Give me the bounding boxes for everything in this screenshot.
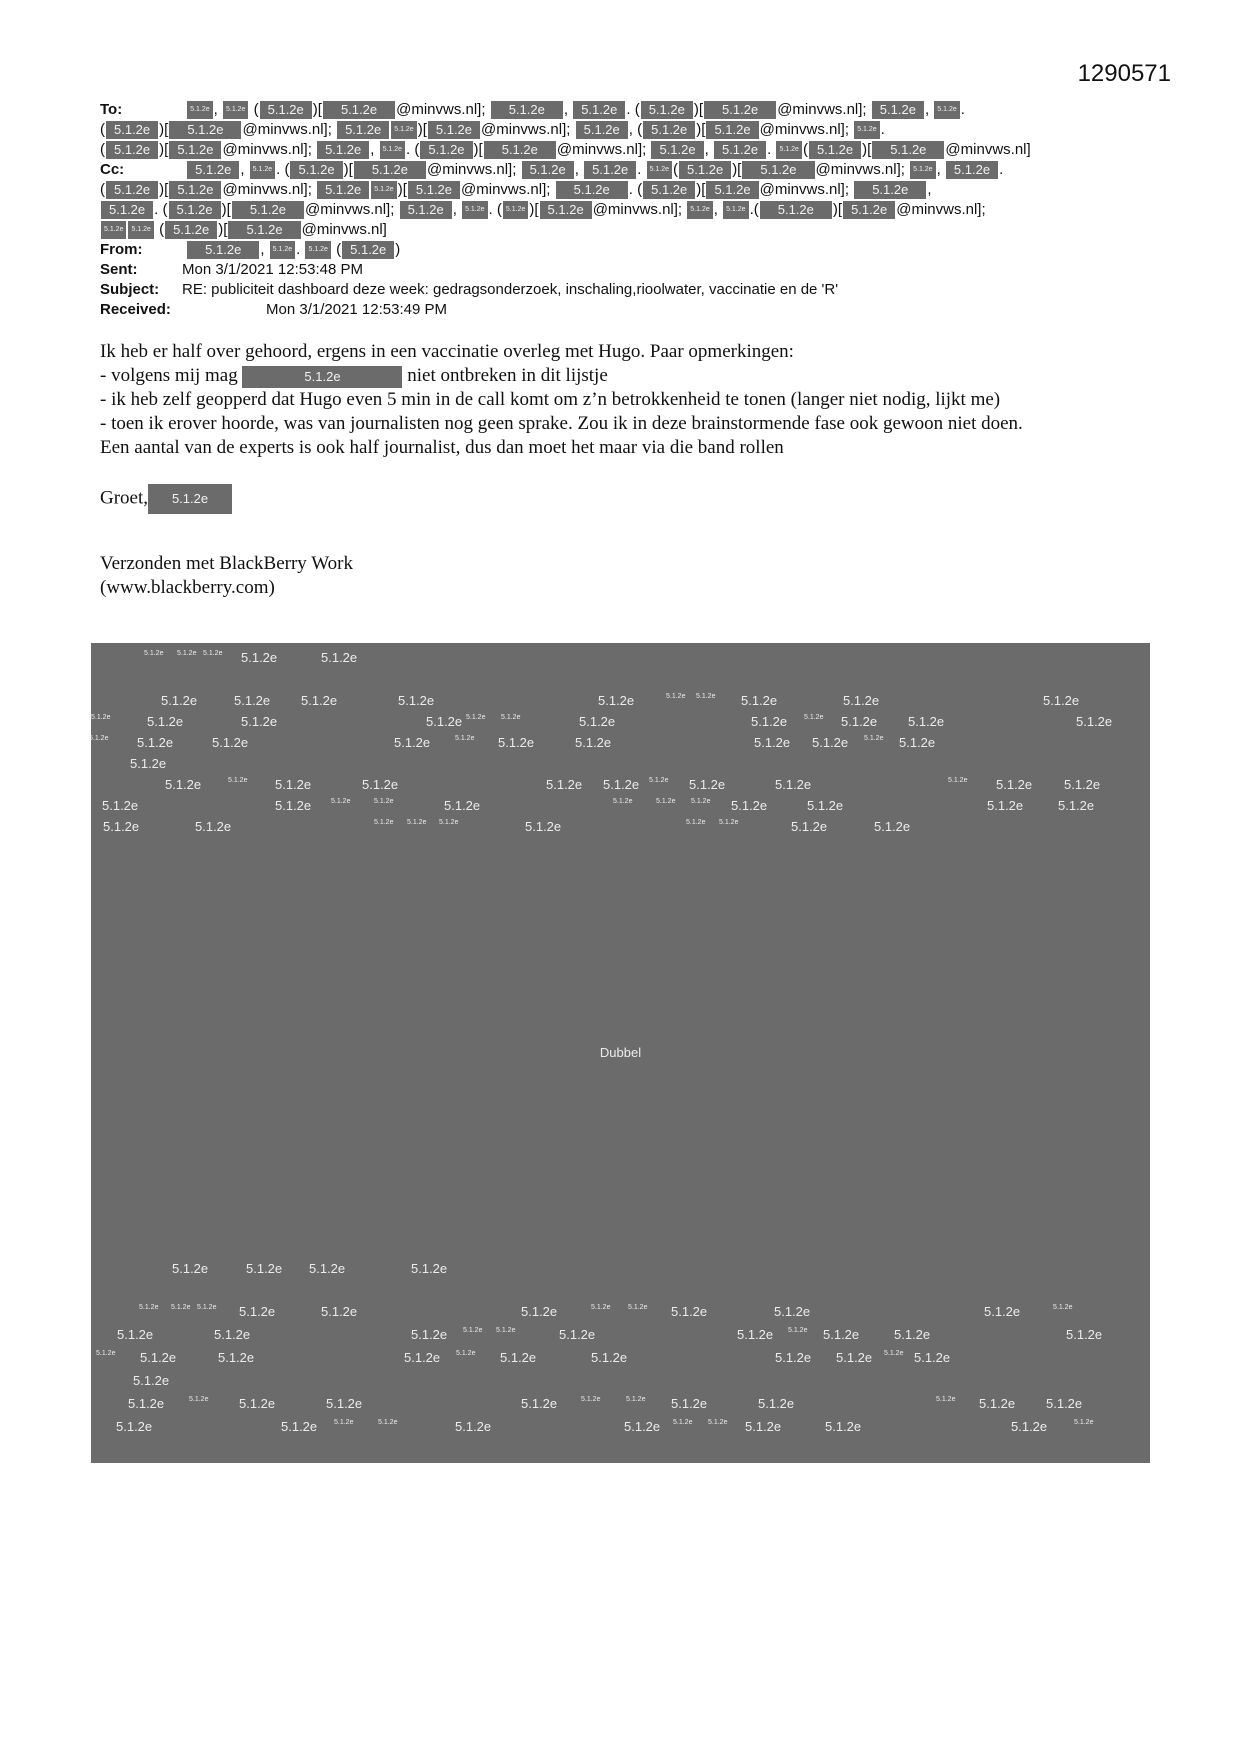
redaction: 5.1.2e	[540, 201, 592, 219]
redaction: 5.1.2e	[843, 693, 880, 708]
redaction: 5.1.2e	[197, 1304, 217, 1311]
redaction: 5.1.2e	[374, 819, 394, 826]
redaction: 5.1.2e	[326, 1396, 363, 1411]
email-domain: @minvws.nl];	[759, 181, 850, 198]
cc-line-2: ( 5.1.2e )[ 5.1.2e @minvws.nl]; 5.1.2e 5.1.2e )[ 5.1.2e @minvws.nl]; 5.1.2e . ( 5.1.2e )[ 5.1.2e @minvws.nl]; 5.1.2e ,	[100, 181, 932, 198]
redaction: 5.1.2e	[666, 693, 686, 700]
subject-value: RE: publiciteit dashboard deze week: gedragsonderzoek, inschaling,rioolwater, vaccinatie en de 'R'	[182, 281, 839, 298]
redaction: 5.1.2e	[400, 201, 452, 219]
redaction: 5.1.2e	[275, 798, 312, 813]
redaction: 5.1.2e	[651, 141, 703, 159]
received-value: Mon 3/1/2021 12:53:49 PM	[266, 301, 447, 318]
cc-line: Cc: 5.1.2e , 5.1.2e . ( 5.1.2e )[ 5.1.2e @minvws.nl]; 5.1.2e , 5.1.2e . 5.1.2e ( 5.1.2e )[ 5.1.2e @minvws.nl]; 5.1.2e , 5.1.2e .	[100, 161, 1004, 178]
redaction: 5.1.2e	[301, 693, 338, 708]
redaction: 5.1.2e	[737, 1327, 774, 1342]
redaction: 5.1.2e	[456, 1350, 476, 1357]
redaction: 5.1.2e	[559, 1327, 596, 1342]
redaction: 5.1.2e	[260, 101, 312, 119]
greeting-text: Groet,	[100, 487, 149, 509]
redaction: 5.1.2e	[934, 101, 959, 119]
redaction: 5.1.2e	[91, 714, 111, 721]
redaction: 5.1.2e	[807, 798, 844, 813]
redaction: 5.1.2e	[212, 735, 249, 750]
redaction: 5.1.2e	[884, 1350, 904, 1357]
body-line-5: Een aantal van de experts is ook half journalist, dus dan moet het maar via die band rollen	[100, 437, 784, 458]
redaction: 5.1.2e	[758, 1396, 795, 1411]
subject-label: Subject:	[100, 281, 160, 298]
redaction: 5.1.2e	[706, 181, 758, 199]
redaction: 5.1.2e	[719, 819, 739, 826]
redaction: 5.1.2e	[89, 735, 109, 742]
redaction: 5.1.2e	[128, 221, 153, 239]
redaction: 5.1.2e	[374, 798, 394, 805]
from-label: From:	[100, 241, 143, 258]
body-line-4: - toen ik erover hoorde, was van journalisten nog geen sprake. Zou ik in deze brainstormende fase ook gewoon niet doen.	[100, 413, 1023, 434]
redaction: 5.1.2e	[133, 1373, 170, 1388]
redaction: 5.1.2e	[317, 141, 369, 159]
redaction: 5.1.2e	[1074, 1419, 1094, 1426]
redaction: 5.1.2e	[420, 141, 472, 159]
redaction: 5.1.2e	[128, 1396, 165, 1411]
redaction: 5.1.2e	[290, 161, 342, 179]
redaction: 5.1.2e	[106, 141, 158, 159]
redaction: 5.1.2e	[641, 101, 693, 119]
email-domain: @minvws.nl];	[896, 201, 986, 218]
redaction: 5.1.2e	[613, 798, 633, 805]
redaction: 5.1.2e	[823, 1327, 860, 1342]
redaction: 5.1.2e	[139, 1304, 159, 1311]
redaction: 5.1.2e	[228, 777, 248, 784]
redaction: 5.1.2e	[751, 714, 788, 729]
redaction: 5.1.2e	[575, 735, 612, 750]
redaction: 5.1.2e	[948, 777, 968, 784]
redaction: 5.1.2e	[428, 121, 480, 139]
sent-value: Mon 3/1/2021 12:53:48 PM	[182, 261, 363, 278]
email-domain: @minvws.nl];	[592, 201, 683, 218]
redaction: 5.1.2e	[362, 777, 399, 792]
redaction: 5.1.2e	[337, 121, 389, 139]
to-label: To:	[100, 101, 123, 118]
redaction: 5.1.2e	[106, 181, 158, 199]
redaction: 5.1.2e	[584, 161, 636, 179]
email-domain: @minvws.nl];	[556, 141, 647, 158]
sent-label: Sent:	[100, 261, 138, 278]
redaction: 5.1.2e	[380, 141, 405, 159]
redaction: 5.1.2e	[643, 181, 695, 199]
redaction: 5.1.2e	[394, 735, 431, 750]
redaction: 5.1.2e	[140, 1350, 177, 1365]
redaction: 5.1.2e	[775, 1350, 812, 1365]
redaction: 5.1.2e	[484, 141, 556, 159]
redaction: 5.1.2e	[745, 1419, 782, 1434]
greeting	[100, 484, 1160, 514]
redaction: 5.1.2e	[117, 1327, 154, 1342]
redaction: 5.1.2e	[984, 1304, 1021, 1319]
redaction: 5.1.2e	[169, 201, 221, 219]
redaction: 5.1.2e	[573, 101, 625, 119]
body-line-2	[100, 364, 1160, 388]
redaction: 5.1.2e	[331, 798, 351, 805]
redaction: 5.1.2e	[101, 201, 153, 219]
redaction: 5.1.2e	[503, 201, 528, 219]
redaction: 5.1.2e	[776, 141, 801, 159]
redaction: 5.1.2e	[522, 161, 574, 179]
redaction: 5.1.2e	[908, 714, 945, 729]
received-line	[100, 300, 1160, 320]
redaction: 5.1.2e	[591, 1350, 628, 1365]
body-line-1: Ik heb er half over gehoord, ergens in een vaccinatie overleg met Hugo. Paar opmerkingen:	[100, 341, 794, 362]
redaction: 5.1.2e	[130, 756, 167, 771]
redaction: 5.1.2e	[691, 798, 711, 805]
redaction: 5.1.2e	[809, 141, 861, 159]
redaction: 5.1.2e	[704, 101, 776, 119]
duplicate-label: Dubbel	[599, 1045, 642, 1060]
redaction: 5.1.2e	[165, 777, 202, 792]
redaction: 5.1.2e	[371, 181, 396, 199]
redaction: 5.1.2e	[825, 1419, 862, 1434]
to-line: To: 5.1.2e , 5.1.2e ( 5.1.2e )[ 5.1.2e @minvws.nl]; 5.1.2e , 5.1.2e . ( 5.1.2e )[ 5.1.2e @minvws.nl]; 5.1.2e , 5.1.2e .	[100, 101, 965, 118]
email-domain: @minvws.nl];	[461, 181, 551, 198]
email-domain: @minvws.nl];	[222, 181, 312, 198]
redaction: 5.1.2e	[218, 1350, 255, 1365]
redaction: 5.1.2e	[101, 221, 126, 239]
redaction: 5.1.2e	[854, 181, 926, 199]
redaction: 5.1.2e	[323, 101, 395, 119]
to-line-2: ( 5.1.2e )[ 5.1.2e @minvws.nl]; 5.1.2e 5.1.2e )[ 5.1.2e @minvws.nl]; 5.1.2e , ( 5.1.2e )[ 5.1.2e @minvws.nl]; 5.1.2e .	[100, 121, 885, 138]
redaction: 5.1.2e	[407, 819, 427, 826]
redaction: 5.1.2e	[521, 1396, 558, 1411]
redaction: 5.1.2e	[1064, 777, 1101, 792]
redaction: 5.1.2e	[556, 181, 628, 199]
redaction: 5.1.2e	[603, 777, 640, 792]
redaction: 5.1.2e	[656, 798, 676, 805]
redaction: 5.1.2e	[741, 693, 778, 708]
redaction: 5.1.2e	[687, 201, 712, 219]
redaction: 5.1.2e	[626, 1396, 646, 1403]
redaction: 5.1.2e	[463, 1327, 483, 1334]
redaction: 5.1.2e	[147, 714, 184, 729]
redaction: 5.1.2e	[836, 1350, 873, 1365]
redaction: 5.1.2e	[899, 735, 936, 750]
redaction: 5.1.2e	[1066, 1327, 1103, 1342]
redaction: 5.1.2e	[1043, 693, 1080, 708]
redaction: 5.1.2e	[242, 366, 402, 388]
redaction: 5.1.2e	[161, 693, 198, 708]
redaction: 5.1.2e	[854, 121, 879, 139]
redaction: 5.1.2e	[455, 735, 475, 742]
signature-line-1: Verzonden met BlackBerry Work	[100, 553, 353, 574]
redaction: 5.1.2e	[914, 1350, 951, 1365]
redaction: 5.1.2e	[872, 101, 924, 119]
redaction: 5.1.2e	[910, 161, 935, 179]
redaction: 5.1.2e	[102, 798, 139, 813]
email-header	[100, 100, 1160, 320]
email-domain: @minvws.nl];	[481, 121, 571, 138]
redaction: 5.1.2e	[686, 819, 706, 826]
redaction: 5.1.2e	[1058, 798, 1095, 813]
redaction: 5.1.2e	[628, 1304, 648, 1311]
redaction: 5.1.2e	[791, 819, 828, 834]
redaction: 5.1.2e	[234, 693, 271, 708]
redaction: 5.1.2e	[723, 201, 748, 219]
redaction: 5.1.2e	[708, 1419, 728, 1426]
redaction: 5.1.2e	[874, 819, 911, 834]
email-domain: @minvws.nl];	[304, 201, 395, 218]
redaction: 5.1.2e	[466, 714, 486, 721]
redaction: 5.1.2e	[864, 735, 884, 742]
redaction: 5.1.2e	[270, 241, 295, 259]
redaction: 5.1.2e	[334, 1419, 354, 1426]
redaction: 5.1.2e	[408, 181, 460, 199]
redaction: 5.1.2e	[742, 161, 814, 179]
redacted-section	[91, 643, 1150, 1463]
redaction: 5.1.2e	[241, 650, 278, 665]
redaction: 5.1.2e	[714, 141, 766, 159]
redaction: 5.1.2e	[498, 735, 535, 750]
redaction: 5.1.2e	[106, 121, 158, 139]
received-label: Received:	[100, 301, 171, 318]
redaction: 5.1.2e	[239, 1396, 276, 1411]
redaction: 5.1.2e	[673, 1419, 693, 1426]
redaction: 5.1.2e	[103, 819, 140, 834]
redaction: 5.1.2e	[591, 1304, 611, 1311]
redaction: 5.1.2e	[378, 1419, 398, 1426]
redaction: 5.1.2e	[187, 101, 212, 119]
redaction: 5.1.2e	[754, 735, 791, 750]
redaction: 5.1.2e	[411, 1327, 448, 1342]
redaction: 5.1.2e	[169, 141, 221, 159]
redaction: 5.1.2e	[250, 161, 275, 179]
redaction: 5.1.2e	[731, 798, 768, 813]
redaction: 5.1.2e	[462, 201, 487, 219]
redaction: 5.1.2e	[643, 121, 695, 139]
body-line-2-post: niet ontbreken in dit lijstje	[407, 365, 608, 386]
redaction: 5.1.2e	[232, 201, 304, 219]
redaction: 5.1.2e	[116, 1419, 153, 1434]
redaction: 5.1.2e	[521, 1304, 558, 1319]
redaction: 5.1.2e	[774, 1304, 811, 1319]
redaction: 5.1.2e	[872, 141, 944, 159]
email-domain: @minvws.nl];	[759, 121, 850, 138]
redaction: 5.1.2e	[177, 650, 197, 657]
redaction: 5.1.2e	[946, 161, 998, 179]
redaction: 5.1.2e	[342, 241, 394, 259]
redaction: 5.1.2e	[241, 714, 278, 729]
redaction: 5.1.2e	[760, 201, 832, 219]
redaction: 5.1.2e	[546, 777, 583, 792]
redaction: 5.1.2e	[812, 735, 849, 750]
redaction: 5.1.2e	[391, 121, 416, 139]
redaction: 5.1.2e	[455, 1419, 492, 1434]
email-domain: @minvws.nl];	[222, 141, 312, 158]
redaction: 5.1.2e	[1046, 1396, 1083, 1411]
redaction: 5.1.2e	[96, 1350, 116, 1357]
redaction: 5.1.2e	[788, 1327, 808, 1334]
redaction: 5.1.2e	[411, 1261, 448, 1276]
redaction: 5.1.2e	[228, 221, 300, 239]
redaction: 5.1.2e	[996, 777, 1033, 792]
redaction: 5.1.2e	[214, 1327, 251, 1342]
redaction: 5.1.2e	[144, 650, 164, 657]
redaction: 5.1.2e	[137, 735, 174, 750]
redaction: 5.1.2e	[148, 484, 232, 514]
to-line-3: ( 5.1.2e )[ 5.1.2e @minvws.nl]; 5.1.2e , 5.1.2e . ( 5.1.2e )[ 5.1.2e @minvws.nl]; 5.1.2e , 5.1.2e . 5.1.2e ( 5.1.2e )[ 5.1.2e @minvws.nl]	[100, 141, 1031, 158]
redaction: 5.1.2e	[354, 161, 426, 179]
redaction: 5.1.2e	[239, 1304, 276, 1319]
redaction: 5.1.2e	[195, 819, 232, 834]
redaction: 5.1.2e	[187, 161, 239, 179]
cc-line-3: 5.1.2e . ( 5.1.2e )[ 5.1.2e @minvws.nl]; 5.1.2e , 5.1.2e . ( 5.1.2e )[ 5.1.2e @minvws.nl]; 5.1.2e , 5.1.2e .( 5.1.2e )[ 5.1.2e @minvws.nl];	[100, 200, 1160, 220]
email-body	[100, 340, 1160, 600]
redaction: 5.1.2e	[203, 650, 223, 657]
redaction: 5.1.2e	[706, 121, 758, 139]
redaction: 5.1.2e	[598, 693, 635, 708]
email-domain: @minvws.nl]	[301, 221, 387, 238]
redaction: 5.1.2e	[281, 1419, 318, 1434]
redaction: 5.1.2e	[426, 714, 463, 729]
email-domain: @minvws.nl];	[815, 161, 905, 178]
from-line: From: 5.1.2e , 5.1.2e . 5.1.2e ( 5.1.2e )	[100, 241, 401, 258]
redaction: 5.1.2e	[309, 1261, 346, 1276]
redaction: 5.1.2e	[936, 1396, 956, 1403]
redaction: 5.1.2e	[246, 1261, 283, 1276]
redaction: 5.1.2e	[624, 1419, 661, 1434]
redaction: 5.1.2e	[671, 1396, 708, 1411]
redaction: 5.1.2e	[775, 777, 812, 792]
redaction: 5.1.2e	[223, 101, 248, 119]
redaction: 5.1.2e	[187, 241, 259, 259]
redaction: 5.1.2e	[169, 181, 221, 199]
redaction: 5.1.2e	[894, 1327, 931, 1342]
redaction: 5.1.2e	[496, 1327, 516, 1334]
redaction: 5.1.2e	[500, 1350, 537, 1365]
cc-label: Cc:	[100, 161, 125, 178]
redaction: 5.1.2e	[172, 1261, 209, 1276]
redaction: 5.1.2e	[1076, 714, 1113, 729]
email-domain: @minvws.nl];	[396, 101, 486, 118]
redaction: 5.1.2e	[165, 221, 217, 239]
redaction: 5.1.2e	[841, 714, 878, 729]
redaction: 5.1.2e	[1011, 1419, 1048, 1434]
redaction: 5.1.2e	[321, 650, 358, 665]
redaction: 5.1.2e	[843, 201, 895, 219]
redaction: 5.1.2e	[169, 121, 241, 139]
redaction: 5.1.2e	[491, 101, 563, 119]
redaction: 5.1.2e	[649, 777, 669, 784]
redaction: 5.1.2e	[581, 1396, 601, 1403]
email-domain: @minvws.nl];	[242, 121, 332, 138]
body-line-2-pre: - volgens mij mag	[100, 365, 238, 386]
redaction: 5.1.2e	[189, 1396, 209, 1403]
document-id: 1290571	[1077, 60, 1171, 87]
redaction: 5.1.2e	[679, 161, 731, 179]
email-domain: @minvws.nl];	[426, 161, 517, 178]
redaction: 5.1.2e	[501, 714, 521, 721]
email-domain: @minvws.nl];	[777, 101, 867, 118]
redaction: 5.1.2e	[444, 798, 481, 813]
redaction: 5.1.2e	[398, 693, 435, 708]
redaction: 5.1.2e	[439, 819, 459, 826]
redaction: 5.1.2e	[404, 1350, 441, 1365]
cc-line-4: 5.1.2e 5.1.2e ( 5.1.2e )[ 5.1.2e @minvws.nl]	[100, 220, 1160, 240]
redaction: 5.1.2e	[305, 241, 330, 259]
sent-line	[100, 260, 1160, 280]
redaction: 5.1.2e	[1053, 1304, 1073, 1311]
redaction: 5.1.2e	[317, 181, 369, 199]
subject-line	[100, 280, 1160, 300]
redaction: 5.1.2e	[275, 777, 312, 792]
redaction: 5.1.2e	[987, 798, 1024, 813]
redaction: 5.1.2e	[689, 777, 726, 792]
body-line-3: - ik heb zelf geopperd dat Hugo even 5 min in de call komt om z’n betrokkenheid te tonen (langer niet nodig, lijkt me)	[100, 389, 1001, 410]
signature-line-2: (www.blackberry.com)	[100, 577, 275, 598]
email-domain: @minvws.nl]	[945, 141, 1031, 158]
redaction: 5.1.2e	[647, 161, 672, 179]
redaction: 5.1.2e	[696, 693, 716, 700]
redaction: 5.1.2e	[671, 1304, 708, 1319]
redaction: 5.1.2e	[979, 1396, 1016, 1411]
redaction: 5.1.2e	[579, 714, 616, 729]
redaction: 5.1.2e	[576, 121, 628, 139]
redaction: 5.1.2e	[171, 1304, 191, 1311]
redaction: 5.1.2e	[525, 819, 562, 834]
redaction: 5.1.2e	[804, 714, 824, 721]
redaction: 5.1.2e	[321, 1304, 358, 1319]
